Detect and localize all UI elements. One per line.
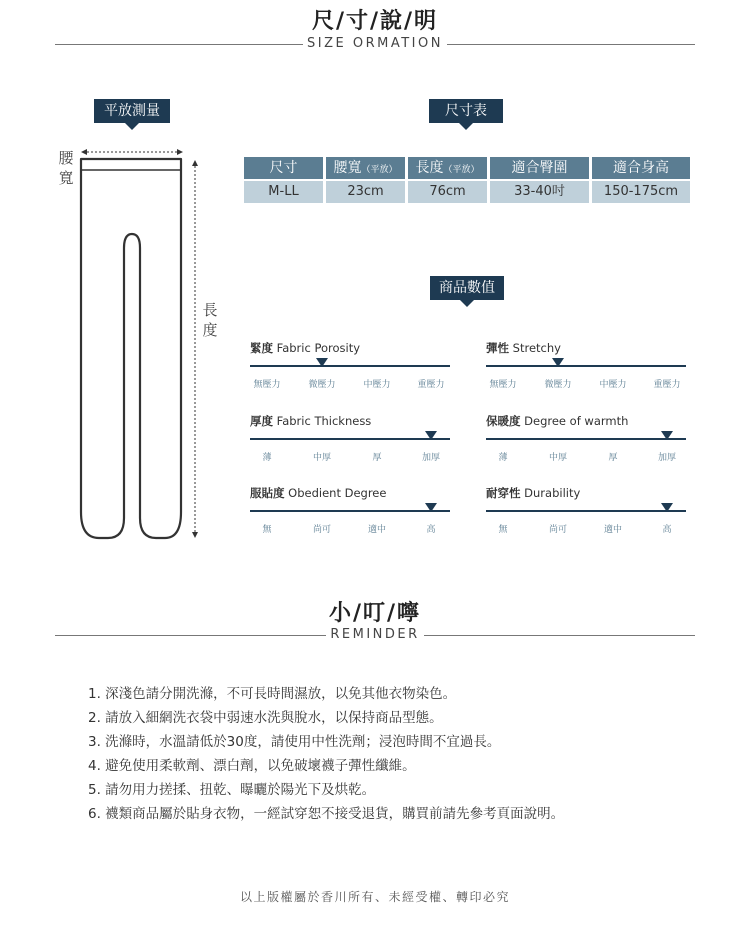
scale-tick-label: 無: [498, 525, 508, 535]
scale-name-en: Fabric Porosity: [276, 341, 361, 355]
scale-tick-label: 加厚: [657, 453, 677, 463]
scale-marker: [661, 431, 673, 440]
scale-name-en: Stretchy: [512, 341, 561, 355]
scale-tick-label: 微壓力: [308, 380, 336, 390]
scale-obedience: [250, 485, 450, 533]
scale-tick-label: 無壓力: [489, 380, 517, 390]
scale-tick-label: 高: [662, 525, 672, 535]
flat-measure-tag: 平放測量: [94, 99, 170, 123]
scale-label: [486, 413, 628, 429]
reminder-list: [88, 683, 564, 827]
scale-tick-label: 中厚: [548, 453, 568, 463]
scale-tick-label: 中壓力: [599, 380, 627, 390]
list-item: 2. 請放入細網洗衣袋中弱速水洗與脫水，以保持商品型態。: [88, 710, 443, 726]
copyright-footer: 以上版權屬於香川所有、未經受權、轉印必究: [239, 890, 510, 904]
scale-name-zh: 彈性: [486, 341, 509, 355]
cell-waist: 23cm: [326, 181, 405, 203]
scale-label: [486, 485, 580, 501]
scale-marker: [316, 358, 328, 367]
scale-tick-label: 尚可: [548, 525, 568, 535]
scale-label: [250, 485, 386, 501]
scale-marker: [425, 431, 437, 440]
product-values-tag: 商品數值: [430, 276, 504, 300]
scale-tick-label: 厚: [372, 453, 382, 463]
scale-tick-label: 微壓力: [544, 380, 572, 390]
header-length: 長度（平放）: [408, 157, 487, 179]
cell-size: M-LL: [244, 181, 323, 203]
scale-porosity: [250, 340, 450, 388]
scale-label: [486, 340, 561, 356]
scale-tick-label: 中壓力: [363, 380, 391, 390]
scale-name-en: Degree of warmth: [524, 414, 629, 428]
list-item: 3. 洗滌時，水溫請低於30度，請使用中性洗劑；浸泡時間不宜過長。: [88, 734, 501, 750]
size-table-tag: 尺寸表: [429, 99, 503, 123]
size-section-header: [0, 4, 750, 51]
list-item: 4. 避免使用柔軟劑、漂白劑，以免破壞襪子彈性纖維。: [88, 758, 416, 774]
scale-tick-label: 薄: [262, 453, 272, 463]
list-item: 6. 襪類商品屬於貼身衣物，一經試穿恕不接受退貨，購買前請先參考頁面說明。: [88, 806, 565, 822]
scale-tick-label: 適中: [367, 525, 387, 535]
cell-hip: 33-40吋: [490, 181, 589, 203]
scale-tick-label: 加厚: [421, 453, 441, 463]
scale-name-zh: 耐穿性: [486, 486, 521, 500]
scale-name-zh: 服貼度: [250, 486, 285, 500]
list-item: 5. 請勿用力搓揉、扭乾、曝曬於陽光下及烘乾。: [88, 782, 376, 798]
header-size: 尺寸: [244, 157, 323, 179]
scale-durability: [486, 485, 686, 533]
scale-track: [486, 438, 686, 440]
scale-marker: [552, 358, 564, 367]
scale-name-zh: 緊度: [250, 341, 273, 355]
reminder-section-header: [0, 596, 750, 642]
scale-tick-label: 重壓力: [653, 380, 681, 390]
tights-diagram: [70, 140, 220, 550]
header-waist: 腰寬（平放）: [326, 157, 405, 179]
length-label: 長度: [202, 301, 218, 339]
scale-name-en: Obedient Degree: [288, 486, 387, 500]
scale-track: [486, 510, 686, 512]
scale-track: [250, 438, 450, 440]
cell-length: 76cm: [408, 181, 487, 203]
size-section-subtitle: SIZE ORMATION: [303, 36, 447, 51]
scale-warmth: [486, 413, 686, 461]
scale-stretchy: [486, 340, 686, 388]
size-section-title: 尺/寸/說/明: [311, 9, 439, 34]
header-hip: 適合臀圍: [490, 157, 589, 179]
scale-track: [250, 510, 450, 512]
header-height: 適合身高: [592, 157, 690, 179]
scale-tick-label: 中厚: [312, 453, 332, 463]
scale-tick-label: 厚: [608, 453, 618, 463]
reminder-section-subtitle: REMINDER: [326, 627, 423, 642]
scale-marker: [425, 503, 437, 512]
scale-name-en: Durability: [524, 486, 581, 500]
scale-name-en: Fabric Thickness: [276, 414, 372, 428]
scale-track: [250, 365, 450, 367]
scale-track: [486, 365, 686, 367]
scale-tick-label: 適中: [603, 525, 623, 535]
list-item: 1. 深淺色請分開洗滌，不可長時間濕放，以免其他衣物染色。: [88, 686, 457, 702]
scale-tick-label: 無: [262, 525, 272, 535]
scale-thickness: [250, 413, 450, 461]
reminder-section-title: 小/叮/嚀: [328, 601, 422, 626]
scale-tick-label: 尚可: [312, 525, 332, 535]
scale-tick-label: 無壓力: [253, 380, 281, 390]
scale-tick-label: 薄: [498, 453, 508, 463]
scale-tick-label: 高: [426, 525, 436, 535]
scale-label: [250, 413, 371, 429]
scale-name-zh: 厚度: [250, 414, 273, 428]
scale-label: [250, 340, 360, 356]
cell-height: 150-175cm: [592, 181, 690, 203]
scale-name-zh: 保暖度: [486, 414, 521, 428]
scale-marker: [661, 503, 673, 512]
scale-tick-label: 重壓力: [417, 380, 445, 390]
waist-label: 腰寬: [58, 149, 74, 187]
